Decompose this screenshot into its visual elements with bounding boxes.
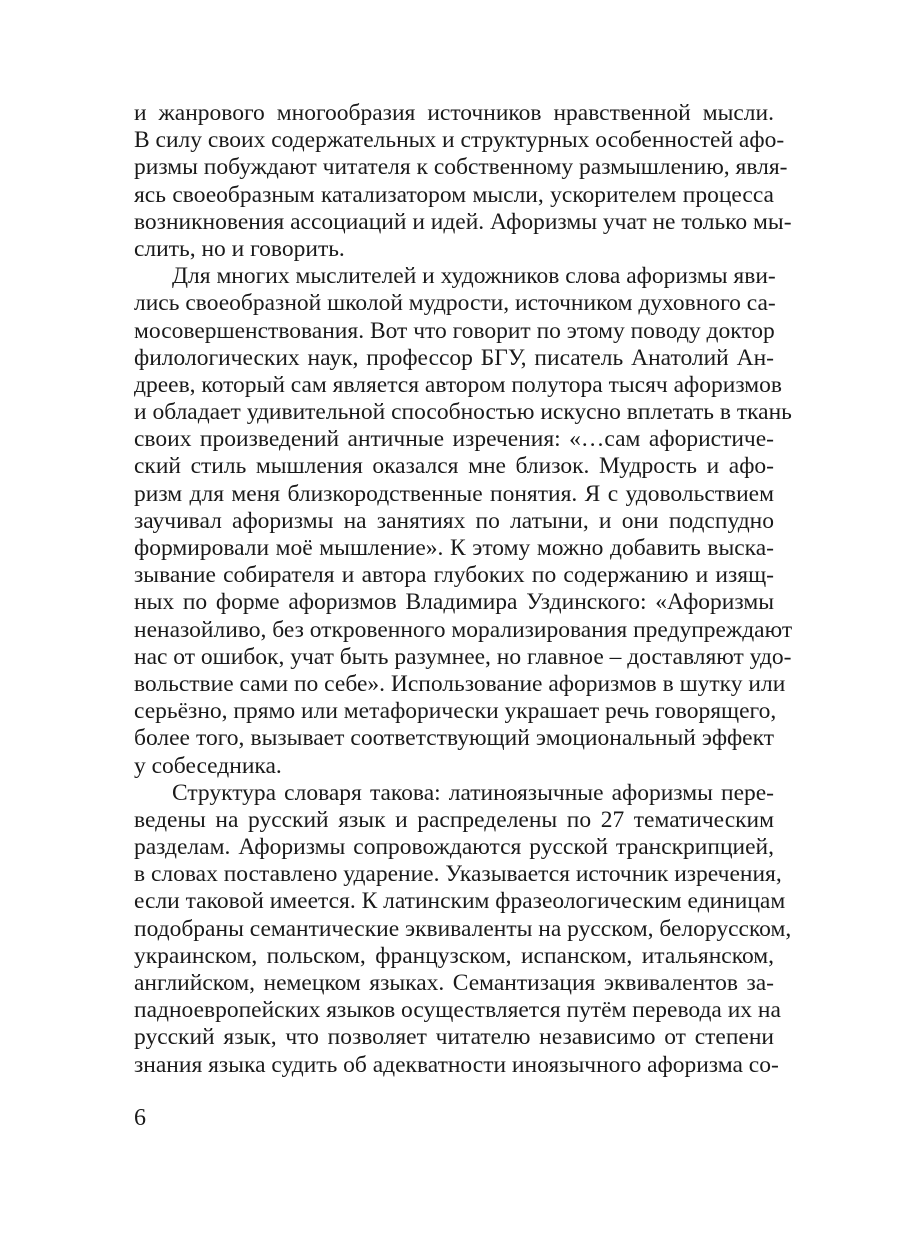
text-line: ведены на русский язык и распределены по 27 тематическим (134, 806, 774, 833)
text-line: английском, немецком языках. Семантизация эквивалентов за- (134, 970, 774, 996)
text-line: и жанрового многообразия источников нравственной мысли. (134, 100, 774, 126)
text-line: Для многих мыслителей и художников слова афоризмы яви- (172, 263, 776, 290)
page-number: 6 (134, 1105, 146, 1131)
text-line: ризм для меня близкородственные понятия. Я с удовольствием (134, 480, 774, 507)
text-line: подобраны семантические эквиваленты на русском, белорусском, (134, 915, 792, 942)
text-line: разделам. Афоризмы сопровождаются русской транскрипцией, (134, 834, 774, 861)
text-line: ризмы побуждают читателя к собственному размышлению, явля- (134, 154, 788, 181)
body-text (134, 100, 793, 1079)
paragraph (134, 263, 793, 780)
text-line: более того, вызывает соответствующий эмоциональный эффект (134, 725, 774, 752)
text-line: и обладает удивительной способностью искусно вплетать в ткань (134, 399, 792, 426)
text-line: серьёзно, прямо или метафорически украшает речь говорящего, (134, 698, 777, 725)
text-line: падноевропейских языков осуществляется путём перевода их на (134, 997, 781, 1024)
text-line: нас от ошибок, учат быть разумнее, но главное – доставляют удо- (134, 643, 792, 670)
text-line: мосовершенствования. Вот что говорит по этому поводу доктор (134, 317, 775, 344)
text-line: своих произведений античные изречения: «…сам афористиче- (134, 426, 774, 453)
text-line: Структура словаря такова: латиноязычные афоризмы пере- (172, 779, 774, 806)
paragraph (134, 100, 792, 263)
text-line: возникновения ассоциаций и идей. Афоризмы учат не только мы- (134, 208, 792, 235)
text-line: в словах поставлено ударение. Указывается источник изречения, (134, 861, 782, 888)
text-line: ский стиль мышления оказался мне близок. Мудрость и афо- (134, 453, 774, 480)
text-line: русский язык, что позволяет читателю независимо от степени (134, 1024, 774, 1051)
text-line: зывание собирателя и автора глубоких по содержанию и изящ- (134, 562, 774, 589)
text-line: ных по форме афоризмов Владимира Уздинского: «Афоризмы (134, 589, 774, 616)
text-line: у собеседника. (134, 752, 282, 779)
text-line: дреев, который сам является автором полутора тысяч афоризмов (134, 371, 783, 398)
text-line: украинском, польском, французском, испанском, итальянском, (134, 942, 774, 969)
paragraph (134, 779, 792, 1079)
text-line: филологических наук, профессор БГУ, писатель Анатолий Ан- (134, 344, 774, 371)
text-line: заучивал афоризмы на занятиях по латыни, и они подспудно (134, 507, 774, 534)
text-line: ясь своеобразным катализатором мысли, ускорителем процесса (134, 181, 774, 208)
text-line: знания языка судить об адекватности иноязычного афоризма со- (134, 1051, 779, 1078)
text-line: В силу своих содержательных и структурных особенностей афо- (134, 127, 785, 154)
text-line: формировали моё мышление». К этому можно добавить выска- (134, 535, 774, 561)
text-line: вольствие сами по себе». Использование афоризмов в шутку или (134, 670, 786, 697)
text-line: неназойливо, без откровенного морализирования предупреждают (134, 616, 793, 643)
text-line: лись своеобразной школой мудрости, источником духовного са- (134, 290, 776, 317)
text-line: если таковой имеется. К латинским фразеологическим единицам (134, 888, 786, 915)
text-line: слить, но и говорить. (134, 235, 345, 262)
